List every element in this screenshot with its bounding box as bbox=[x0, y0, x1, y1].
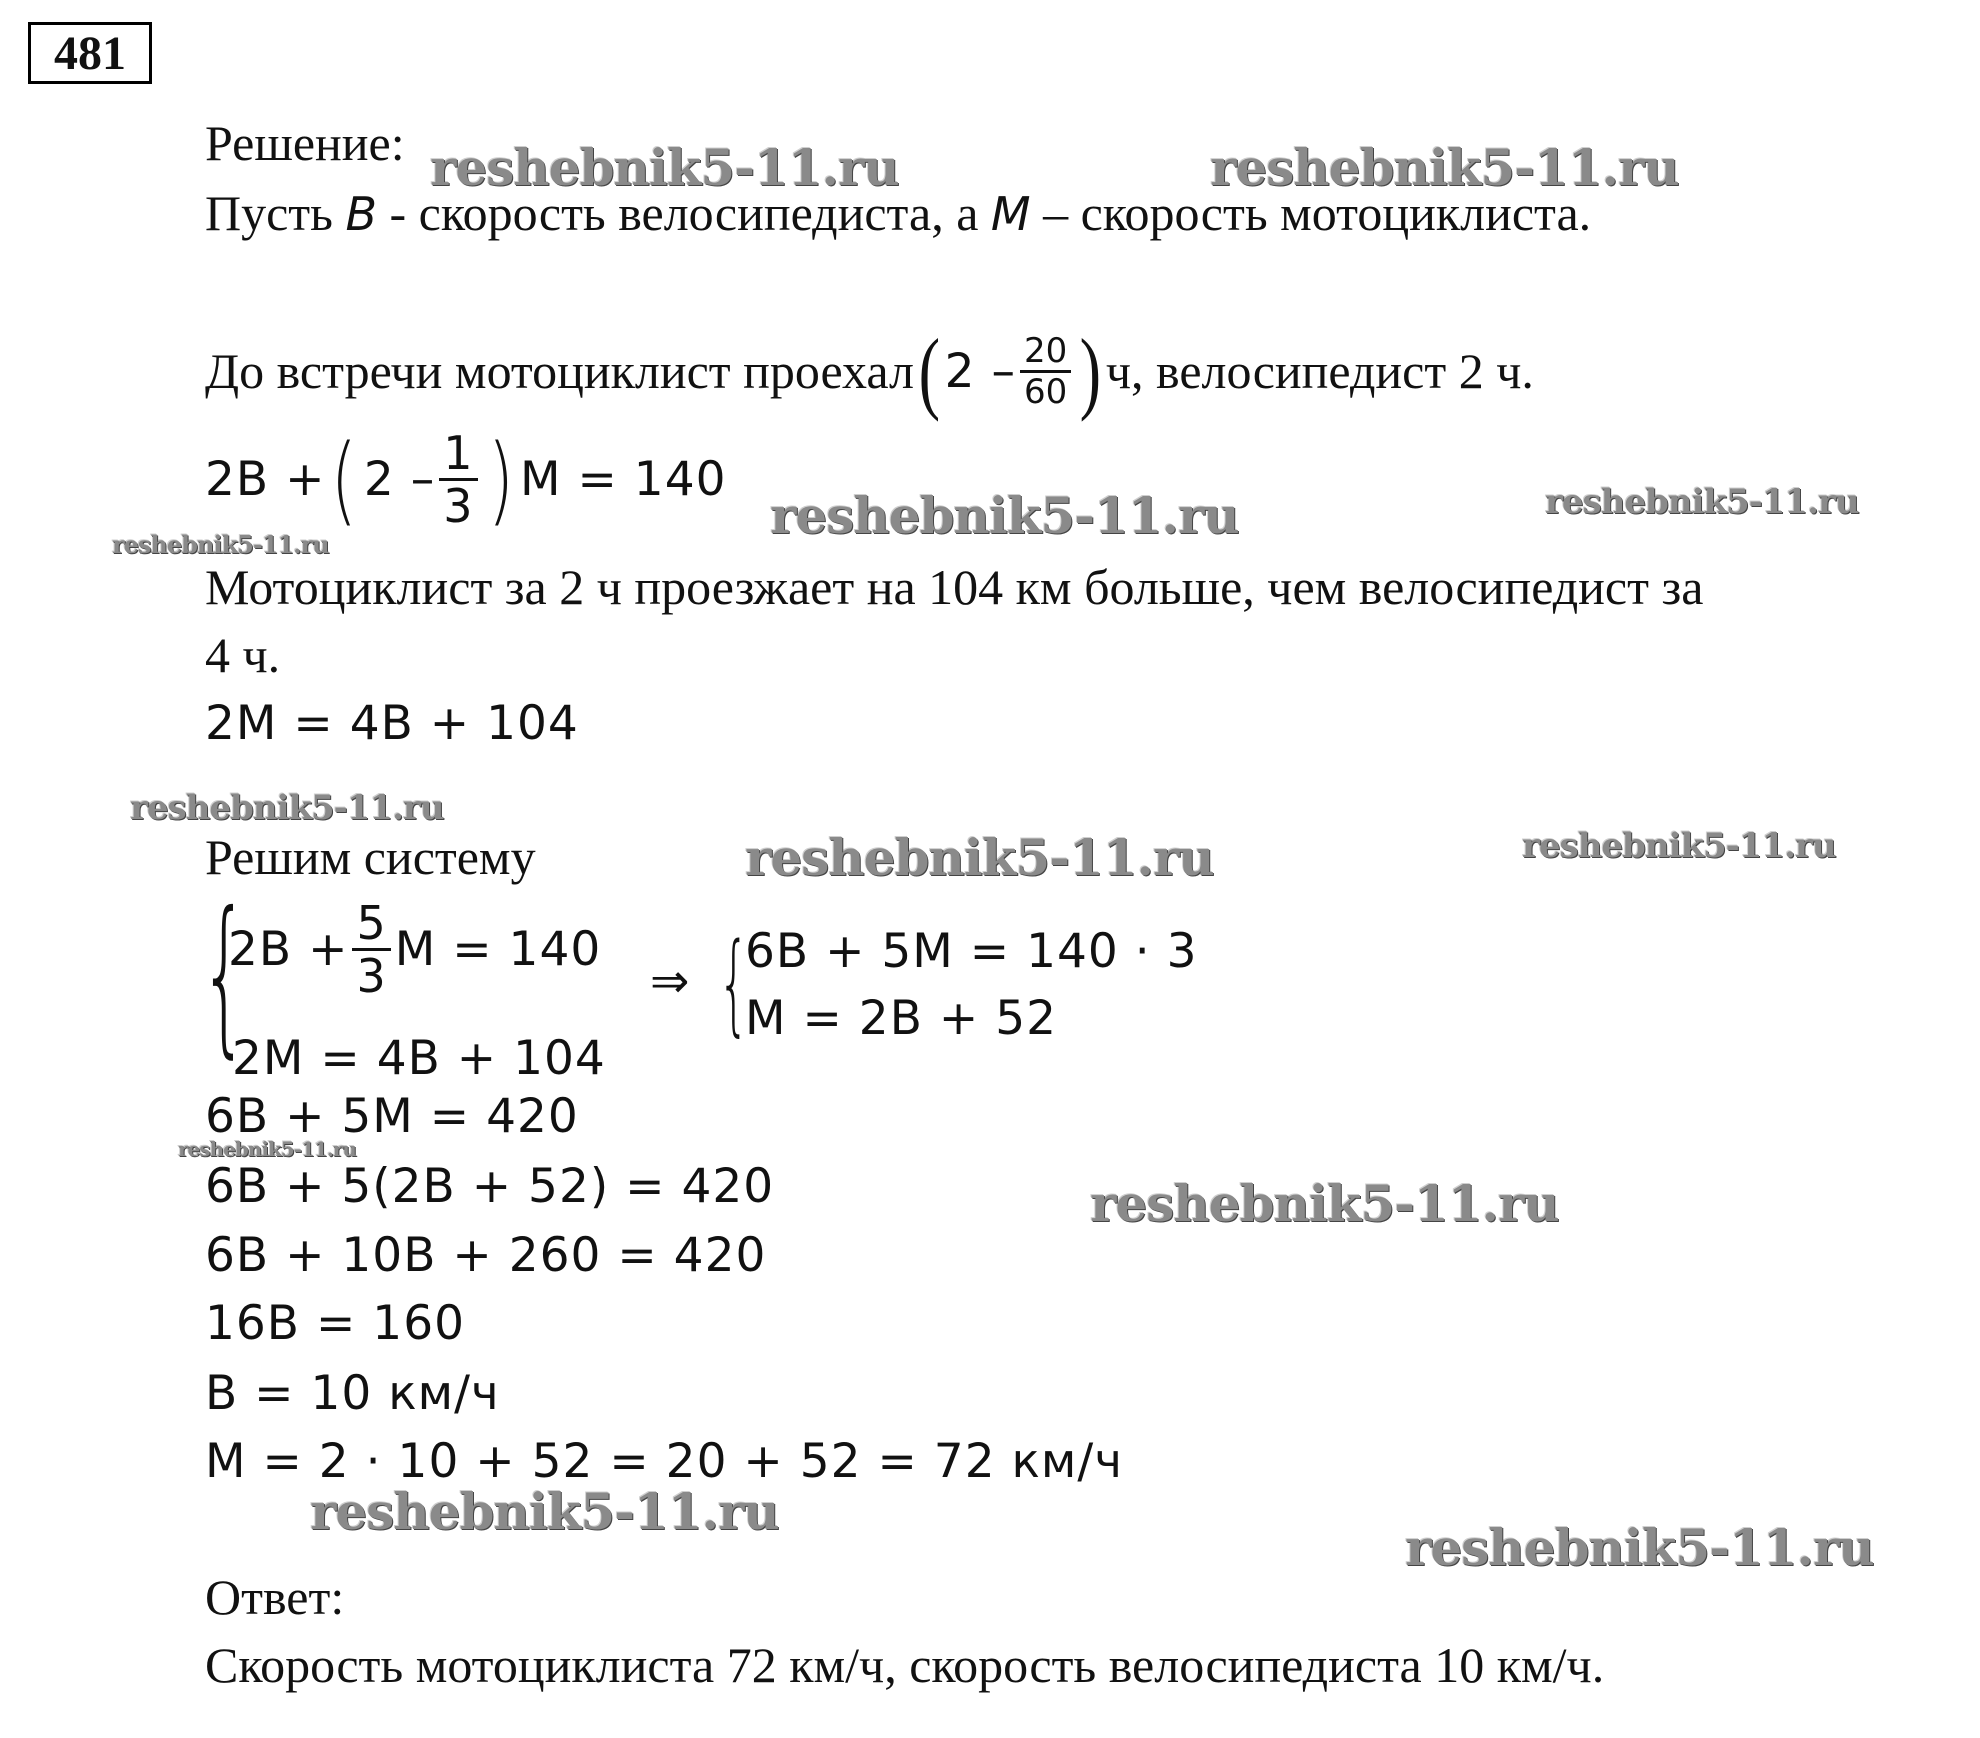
solution-label: Решение: bbox=[205, 115, 405, 171]
system-right-row-1: 6B + 5M = 140 · 3 bbox=[745, 924, 1198, 979]
eq1-two: 2 – bbox=[363, 452, 436, 507]
eq1-fraction bbox=[439, 426, 477, 533]
sys-row1-lhs: 2B + bbox=[228, 922, 349, 977]
solve-label: Решим систему bbox=[205, 829, 536, 885]
implies-arrow: ⇒ bbox=[650, 954, 691, 1009]
step-2: 6B + 5(2B + 52) = 420 bbox=[205, 1159, 775, 1214]
right-system-brace: { bbox=[718, 919, 750, 1047]
eq1-frac-den: 3 bbox=[443, 479, 474, 533]
step-6: M = 2 · 10 + 52 = 20 + 52 = 72 км/ч bbox=[205, 1434, 1123, 1489]
step-5: B = 10 км/ч bbox=[205, 1366, 500, 1421]
eq1-left-paren: ( bbox=[331, 423, 359, 536]
meet-two: 2 – bbox=[944, 343, 1016, 399]
watermark: reshebnik5-11.ru bbox=[1210, 138, 1679, 197]
eq1-lhs: 2B + bbox=[205, 452, 326, 507]
meet-fraction bbox=[1020, 330, 1071, 412]
watermark: reshebnik5-11.ru bbox=[178, 1137, 356, 1161]
intro-suffix: – скорость мотоциклиста. bbox=[1030, 185, 1592, 241]
problem-number: 481 bbox=[28, 22, 152, 84]
meet-prefix: До встречи мотоциклист проехал bbox=[205, 343, 914, 399]
condition-line-1: Мотоциклист за 2 ч проезжает на 104 км больше, чем велосипедист за bbox=[205, 559, 1704, 615]
condition-line-2: 4 ч. bbox=[205, 627, 281, 683]
var-m: M bbox=[990, 187, 1031, 241]
watermark: reshebnik5-11.ru bbox=[130, 788, 444, 828]
equation-1 bbox=[205, 423, 727, 536]
meet-line bbox=[205, 320, 1534, 422]
watermark: reshebnik5-11.ru bbox=[745, 828, 1214, 887]
sys-row1-rhs: M = 140 bbox=[394, 922, 602, 977]
left-paren: ( bbox=[918, 320, 941, 422]
watermark: reshebnik5-11.ru bbox=[1405, 1518, 1874, 1577]
system-left-row-1 bbox=[228, 896, 602, 1003]
step-1: 6B + 5M = 420 bbox=[205, 1089, 579, 1144]
eq1-right-paren: ) bbox=[487, 423, 515, 536]
watermark: reshebnik5-11.ru bbox=[430, 138, 899, 197]
intro-middle: - скорость велосипедиста, а bbox=[377, 185, 991, 241]
right-paren: ) bbox=[1079, 320, 1102, 422]
sys-frac-den: 3 bbox=[356, 949, 387, 1003]
eq1-frac-num: 1 bbox=[439, 430, 477, 481]
sys-frac-num: 5 bbox=[352, 900, 390, 951]
var-b: B bbox=[345, 187, 378, 241]
watermark: reshebnik5-11.ru bbox=[310, 1482, 779, 1541]
meet-frac-den: 60 bbox=[1023, 371, 1068, 412]
answer-text: Скорость мотоциклиста 72 км/ч, скорость велосипедиста 10 км/ч. bbox=[205, 1637, 1605, 1693]
left-system-brace: { bbox=[200, 876, 249, 1074]
equation-2: 2M = 4B + 104 bbox=[205, 696, 579, 751]
watermark: reshebnik5-11.ru bbox=[770, 486, 1239, 545]
watermark: reshebnik5-11.ru bbox=[112, 530, 329, 559]
answer-label: Ответ: bbox=[205, 1569, 345, 1625]
watermark: reshebnik5-11.ru bbox=[1090, 1174, 1559, 1233]
step-3: 6B + 10B + 260 = 420 bbox=[205, 1228, 767, 1283]
meet-frac-num: 20 bbox=[1020, 334, 1071, 373]
eq1-rhs: M = 140 bbox=[520, 452, 727, 507]
watermark: reshebnik5-11.ru bbox=[1545, 482, 1859, 522]
intro-prefix: Пусть bbox=[205, 185, 346, 241]
meet-suffix: ч, велосипедист 2 ч. bbox=[1105, 343, 1534, 399]
watermark: reshebnik5-11.ru bbox=[1522, 826, 1836, 866]
step-4: 16B = 160 bbox=[205, 1296, 466, 1351]
system-right-row-2: M = 2B + 52 bbox=[745, 991, 1058, 1046]
system-left-row-2: 2M = 4B + 104 bbox=[232, 1031, 606, 1086]
sys-fraction bbox=[352, 896, 390, 1003]
